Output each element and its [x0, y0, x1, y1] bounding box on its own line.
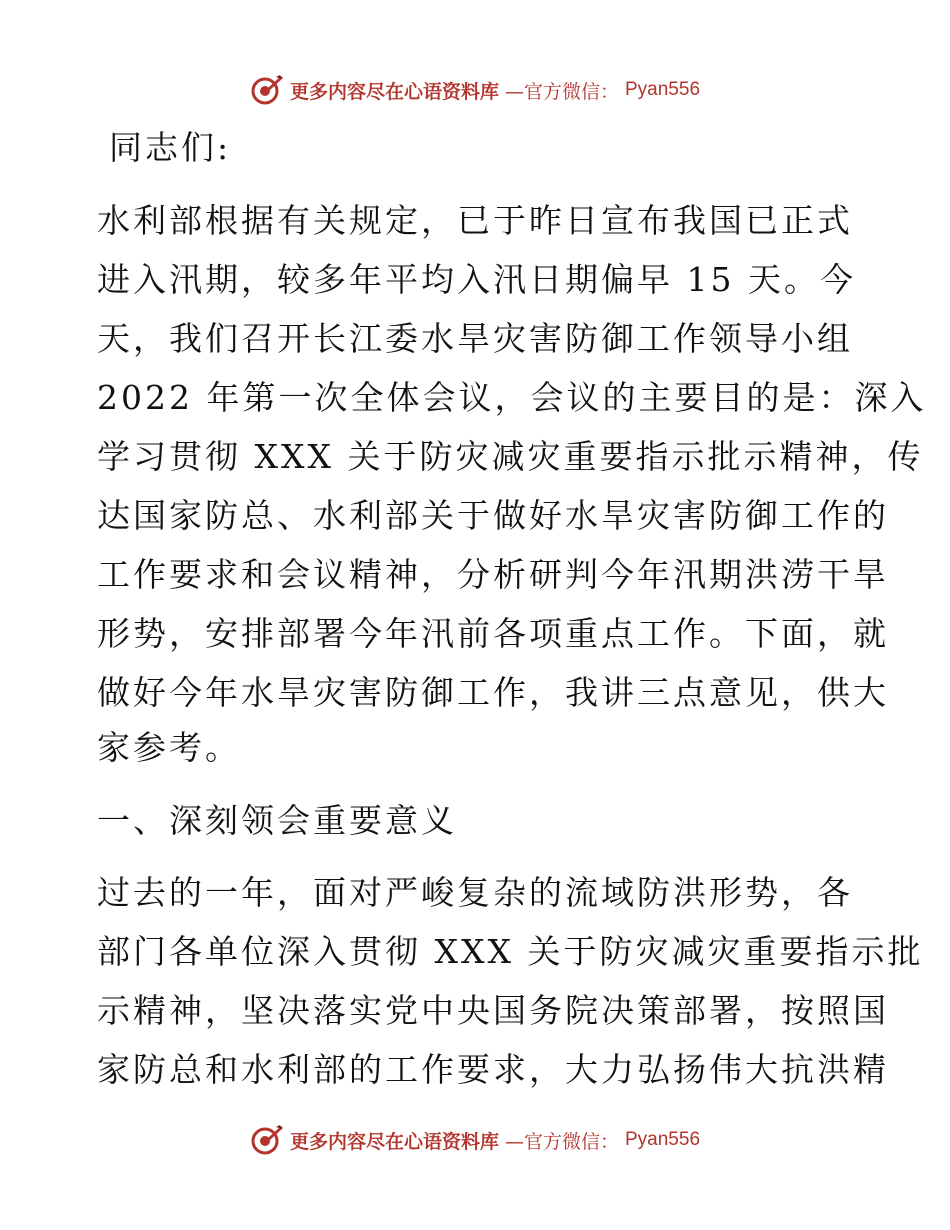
paragraph-line: 部门各单位深入贯彻 XXX 关于防灾减灾重要指示批: [97, 932, 924, 971]
footer-watermark: [0, 1120, 950, 1160]
watermark-wechat-id: Pyan556: [625, 79, 701, 100]
greeting: 同志们:: [109, 128, 232, 167]
watermark-separator: —官方微信：: [504, 1130, 619, 1153]
paragraph-line: 2022 年第一次全体会议，会议的主要目的是：深入: [97, 378, 927, 417]
paragraph-line: 示精神，坚决落实党中央国务院决策部署，按照国: [97, 991, 889, 1030]
paragraph-line: 水利部根据有关规定，已于昨日宣布我国已正式: [97, 201, 853, 240]
paragraph-line: 达国家防总、水利部关于做好水旱灾害防御工作的: [97, 496, 889, 535]
watermark-separator: —官方微信：: [504, 80, 619, 103]
paragraph-line: 学习贯彻 XXX 关于防灾减灾重要指示批示精神，传: [97, 437, 924, 476]
paragraph-line: 天，我们召开长江委水旱灾害防御工作领导小组: [97, 319, 853, 358]
watermark-wechat-id: Pyan556: [625, 1129, 701, 1150]
paragraph-line: 进入汛期，较多年平均入汛日期偏早 15 天。今: [97, 260, 856, 299]
paragraph-line: 工作要求和会议精神，分析研判今年汛期洪涝干旱: [97, 555, 889, 594]
pen-logo-icon: [250, 73, 284, 107]
paragraph-line: 家参考。: [97, 728, 241, 767]
section-heading: 一、深刻领会重要意义: [97, 801, 457, 840]
header-watermark: [0, 70, 950, 110]
paragraph-line: 形势，安排部署今年汛前各项重点工作。下面，就: [97, 614, 889, 653]
watermark-brand-text: 更多内容尽在心语资料库: [289, 1130, 499, 1153]
paragraph-line: 做好今年水旱灾害防御工作，我讲三点意见，供大: [97, 673, 889, 712]
paragraph-line: 家防总和水利部的工作要求，大力弘扬伟大抗洪精: [97, 1050, 889, 1089]
paragraph-line: 过去的一年，面对严峻复杂的流域防洪形势，各: [97, 873, 853, 912]
watermark-brand-text: 更多内容尽在心语资料库: [289, 80, 499, 103]
pen-logo-icon: [250, 1123, 284, 1157]
